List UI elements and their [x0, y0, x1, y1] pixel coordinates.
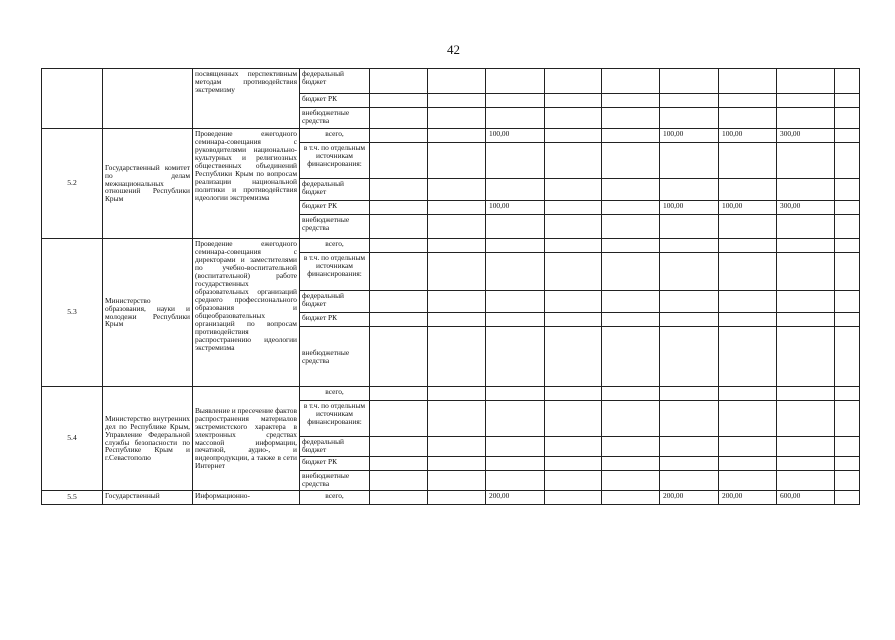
event-cell: Выявление и пресечение фактов распространения материалов экстремистского характера в электронных средствах массовой информации, печатной, аудио-, и видеопродукции, а также в сети Интернет — [193, 387, 300, 491]
executor-cell: Государственный — [103, 491, 193, 505]
source-cell: федеральный бюджет — [300, 179, 370, 201]
row-number: 5.2 — [42, 129, 103, 239]
value-cell: 100,00 — [660, 201, 719, 215]
value-cell: 600,00 — [777, 491, 835, 505]
value-cell: 200,00 — [660, 491, 719, 505]
source-cell: бюджет РК — [300, 313, 370, 327]
value-cell: 100,00 — [719, 201, 777, 215]
value-cell: 300,00 — [777, 201, 835, 215]
source-cell: федеральный бюджет — [300, 437, 370, 457]
value-cell: 300,00 — [777, 129, 835, 143]
source-cell: всего, — [300, 239, 370, 253]
source-cell: внебюджетные средства — [300, 327, 370, 387]
source-cell: бюджет РК — [300, 94, 370, 108]
value-cell: 100,00 — [486, 201, 545, 215]
row-number: 5.3 — [42, 239, 103, 387]
source-cell: федеральный бюджет — [300, 291, 370, 313]
value-cell: 200,00 — [719, 491, 777, 505]
page-number: 42 — [447, 42, 460, 57]
table-row — [42, 69, 860, 94]
executor-cell: Государственный комитет по делам межнациональных отношений Республики Крым — [103, 129, 193, 239]
table-row — [42, 387, 860, 401]
value-cell: 100,00 — [719, 129, 777, 143]
source-cell: федеральный бюджет — [300, 69, 370, 94]
event-cell: посвященных перспективным методам противодействия экстремизму — [193, 69, 300, 129]
source-cell: всего, — [300, 129, 370, 143]
event-cell: Проведение ежегодного семинара-совещания с руководителями национально-культурных и религиозных общественных объединений Республики Крым по вопросам реализации национальной политики и противодействия идеологии экстремизма — [193, 129, 300, 239]
value-cell: 100,00 — [660, 129, 719, 143]
row-number: 5.4 — [42, 387, 103, 491]
table-row — [42, 239, 860, 253]
source-cell: внебюджетные средства — [300, 108, 370, 129]
source-cell: внебюджетные средства — [300, 215, 370, 239]
source-cell: всего, — [300, 491, 370, 505]
event-cell: Проведение ежегодного семинара-совещания с директорами и заместителями по учебно-воспитательной (воспитательной) работе государственных образовательных организаций среднего профессионального образования и общеобразовательных организаций по вопросам противодействия распространению идеологии экстремизма — [193, 239, 300, 387]
source-cell: в т.ч. по отдельным источникам финансирования: — [300, 253, 370, 291]
value-cell: 200,00 — [486, 491, 545, 505]
source-cell: всего, — [300, 387, 370, 401]
source-cell: в т.ч. по отдельным источникам финансирования: — [300, 143, 370, 179]
executor-cell: Министерство образования, науки и молодежи Республики Крым — [103, 239, 193, 387]
source-cell: внебюджетные средства — [300, 471, 370, 491]
source-cell: бюджет РК — [300, 201, 370, 215]
event-cell: Информационно- — [193, 491, 300, 505]
source-cell: бюджет РК — [300, 457, 370, 471]
value-cell: 100,00 — [486, 129, 545, 143]
source-cell: в т.ч. по отдельным источникам финансирования: — [300, 401, 370, 437]
table-row — [42, 129, 860, 143]
table-row — [42, 491, 860, 505]
program-table — [41, 68, 860, 505]
row-number: 5.5 — [42, 491, 103, 505]
executor-cell: Министерство внутренних дел по Республике Крым, Управление Федеральной службы безопасности по Республике Крым и г.Севастополю — [103, 387, 193, 491]
